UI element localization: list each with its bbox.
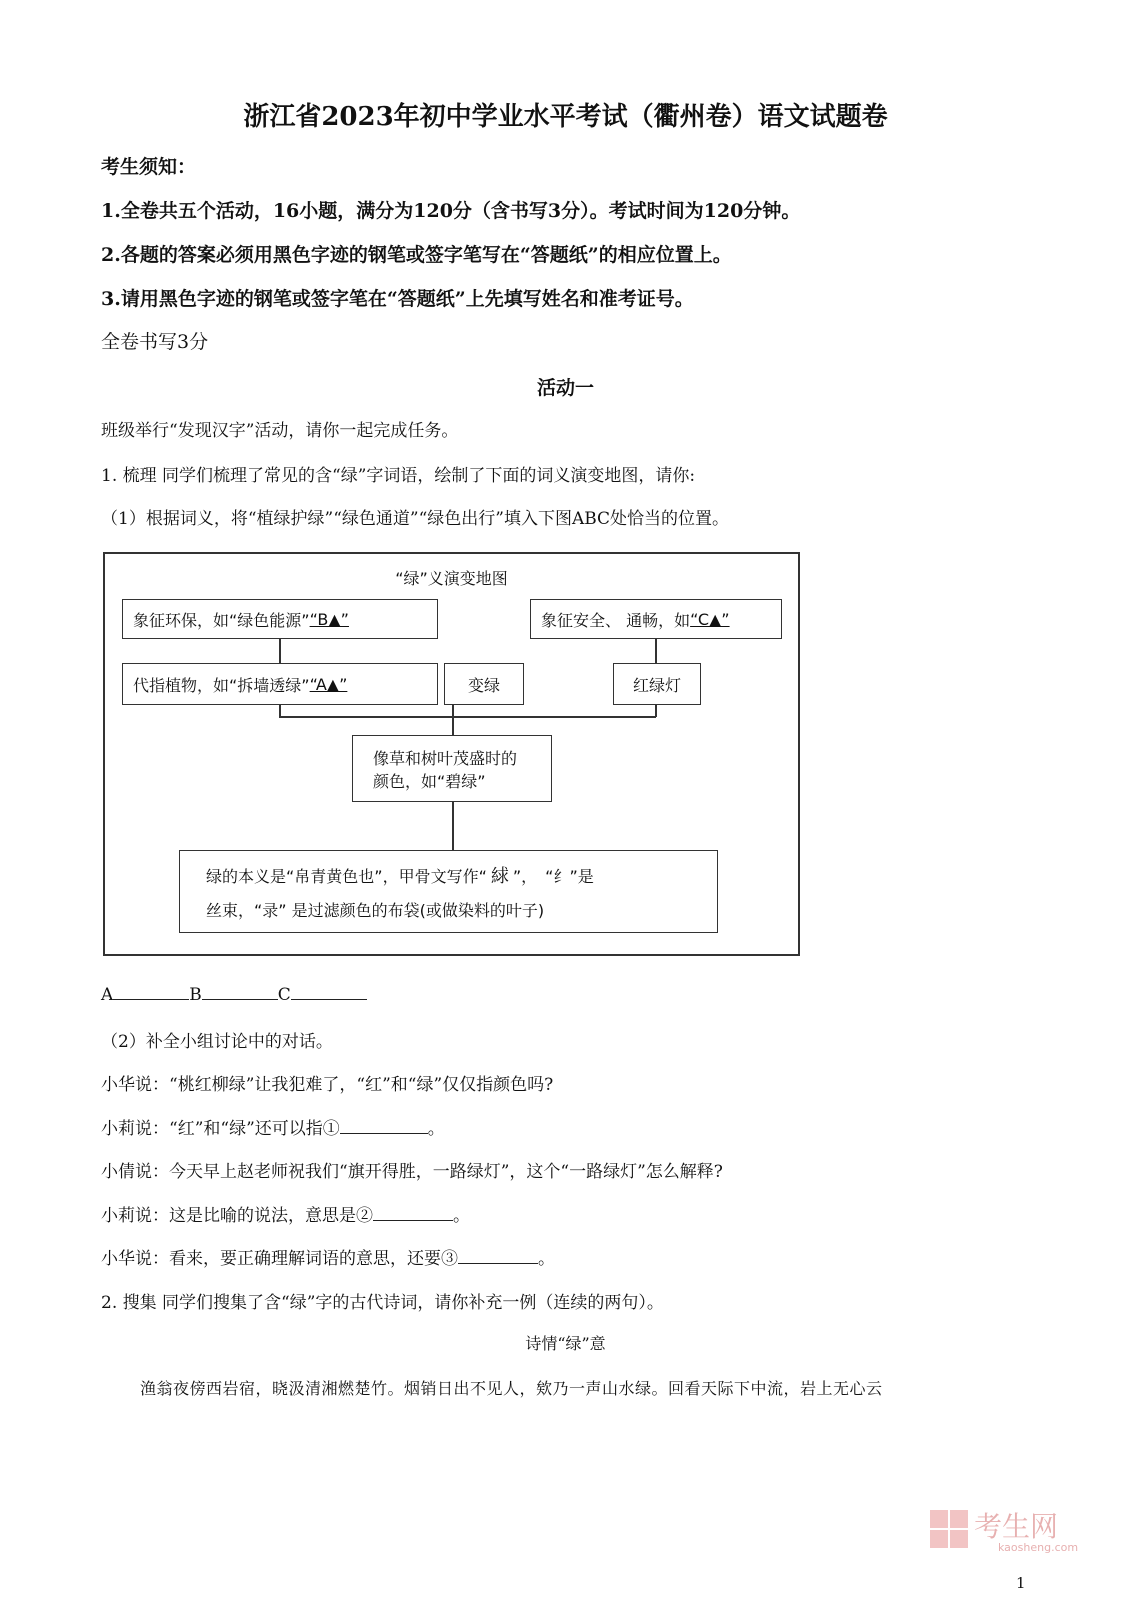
- answer-blank-1[interactable]: [340, 1119, 428, 1134]
- answer-line-abc: [101, 985, 367, 1005]
- dialog-line-2-text: 小莉说：“红”和“绿”还可以指①: [101, 1119, 340, 1139]
- box-a-plants: [122, 663, 438, 705]
- box-b-environment: [122, 599, 438, 639]
- box-c-text: 象征安全、 通畅，如: [541, 610, 691, 630]
- answer-blank-3[interactable]: [458, 1249, 538, 1264]
- box-original-line-2: 丝束，“录” 是过滤颜色的布袋(或做染料的叶子): [206, 901, 545, 920]
- notice-item-1: 1.全卷共五个活动，16小题，满分为120分（含书写3分）。考试时间为120分钟。: [101, 200, 801, 222]
- box-original-line-1: [206, 862, 594, 888]
- answer-label-b: B: [189, 985, 202, 1005]
- poem-text: 渔翁夜傍西岩宿，晓汲清湘燃楚竹。烟销日出不见人，欸乃一声山水绿。回看天际下中流，岩上无心云: [140, 1379, 883, 1398]
- box-grass-color-line-2: 颜色，如“碧绿”: [373, 771, 486, 791]
- origin-text-a: 绿的本义是“帛青黄色也”，甲骨文写作“: [206, 867, 487, 886]
- dialog-line-2-end: 。: [427, 1119, 445, 1139]
- kaosheng-watermark-logo: [928, 1506, 1088, 1556]
- box-grass-color: [352, 735, 552, 802]
- activity-title: 活动一: [536, 377, 594, 399]
- oracle-bone-glyph: 絿: [490, 866, 509, 887]
- dialog-line-5: [101, 1244, 555, 1269]
- box-a-mark: “A▲”: [309, 674, 348, 694]
- page-number: 1: [1016, 1574, 1026, 1592]
- answer-label-c: C: [277, 985, 291, 1005]
- activity-intro: 班级举行“发现汉字”活动，请你一起完成任务。: [101, 421, 459, 441]
- answer-blank-2[interactable]: [373, 1206, 453, 1221]
- page-title: 浙江省2023年初中学业水平考试（衢州卷）语文试题卷: [243, 102, 888, 132]
- dialog-line-1: 小华说：“桃红柳绿”让我犯难了，“红”和“绿”仅仅指颜色吗?: [101, 1075, 554, 1095]
- question-2: 2. 搜集 同学们搜集了含“绿”字的古代诗词，请你补充一例（连续的两句）。: [101, 1293, 664, 1313]
- meaning-evolution-diagram: [103, 552, 800, 956]
- answer-label-a: A: [101, 985, 114, 1005]
- answer-blank-b[interactable]: [202, 985, 278, 1000]
- box-traffic-light: 红绿灯: [613, 663, 701, 705]
- writing-score: 全卷书写3分: [101, 331, 209, 353]
- box-a-text: 代指植物，如“拆墙透绿”: [133, 675, 310, 695]
- watermark-sub: kaosheng.com: [998, 1541, 1079, 1554]
- notice-heading: 考生须知：: [101, 156, 197, 178]
- watermark-text: 考生网: [974, 1510, 1059, 1543]
- diagram-title: “绿”义演变地图: [395, 569, 508, 588]
- origin-text-b: ”， “纟”是: [512, 867, 594, 886]
- question-1-part-2: （2）补全小组讨论中的对话。: [101, 1032, 333, 1052]
- question-1-part-1: （1）根据词义，将“植绿护绿”“绿色通道”“绿色出行”填入下图ABC处恰当的位置。: [101, 509, 730, 529]
- answer-blank-c[interactable]: [291, 985, 367, 1000]
- question-1: 1. 梳理 同学们梳理了常见的含“绿”字词语，绘制了下面的词义演变地图，请你:: [101, 466, 696, 486]
- poem-title: 诗情“绿”意: [525, 1334, 606, 1353]
- dialog-line-4: [101, 1201, 470, 1226]
- box-turn-green: 变绿: [444, 663, 524, 705]
- notice-item-2: 2.各题的答案必须用黑色字迹的钢笔或签字笔写在“答题纸”的相应位置上。: [101, 244, 732, 266]
- box-c-mark: “C▲”: [690, 609, 730, 629]
- dialog-line-4-text: 小莉说：这是比喻的说法，意思是②: [101, 1206, 373, 1226]
- dialog-line-5-text: 小华说：看来，要正确理解词语的意思，还要③: [101, 1249, 458, 1269]
- notice-item-3: 3.请用黑色字迹的钢笔或签字笔在“答题纸”上先填写姓名和准考证号。: [101, 288, 694, 310]
- answer-blank-a[interactable]: [113, 985, 189, 1000]
- dialog-line-5-end: 。: [538, 1249, 555, 1269]
- box-c-safety: [530, 599, 782, 639]
- box-original-meaning: [179, 850, 718, 933]
- box-grass-color-line-1: 像草和树叶茂盛时的: [373, 748, 518, 768]
- box-b-text: 象征环保，如“绿色能源”: [133, 610, 310, 630]
- watermark-icon: [928, 1506, 1088, 1556]
- box-b-mark: “B▲”: [309, 609, 349, 629]
- dialog-line-2: [101, 1114, 445, 1139]
- dialog-line-3: 小倩说：今天早上赵老师祝我们“旗开得胜，一路绿灯”，这个“一路绿灯”怎么解释?: [101, 1162, 723, 1182]
- dialog-line-4-end: 。: [453, 1206, 470, 1226]
